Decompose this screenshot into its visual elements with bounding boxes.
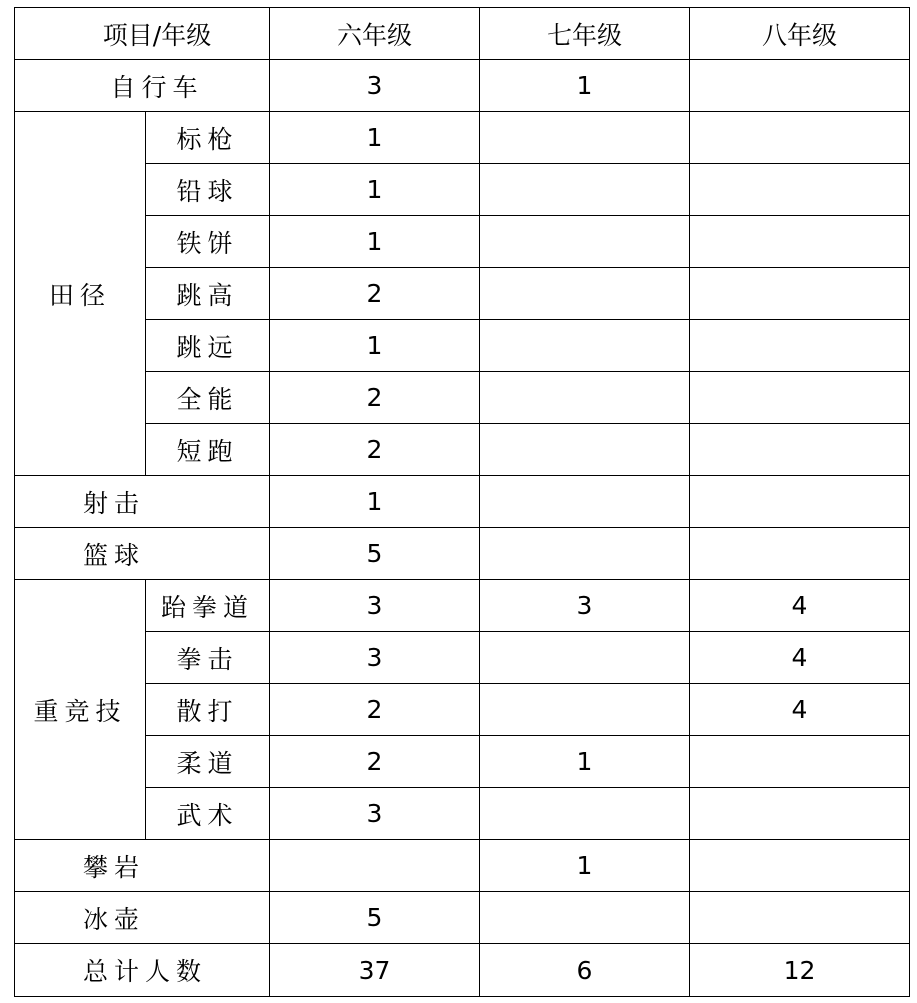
cell-grade-7 — [480, 892, 690, 944]
cell-grade-7 — [480, 528, 690, 580]
row-label: 铁饼 — [146, 216, 270, 268]
cell-grade-8: 4 — [690, 632, 910, 684]
row-label: 跳高 — [146, 268, 270, 320]
cell-grade-6: 1 — [270, 320, 480, 372]
table-row — [15, 112, 910, 164]
cell-grade-8 — [690, 112, 910, 164]
cell-grade-6: 1 — [270, 112, 480, 164]
header-row — [15, 8, 910, 60]
cell-grade-6: 2 — [270, 268, 480, 320]
row-label: 攀岩 — [15, 840, 270, 892]
cell-grade-8 — [690, 892, 910, 944]
cell-grade-8 — [690, 424, 910, 476]
table-row — [15, 892, 910, 944]
cell-grade-7: 1 — [480, 840, 690, 892]
row-label: 拳击 — [146, 632, 270, 684]
cell-grade-7 — [480, 372, 690, 424]
total-row — [15, 944, 910, 997]
cell-grade-6 — [270, 840, 480, 892]
cell-grade-6: 2 — [270, 424, 480, 476]
row-label: 武术 — [146, 788, 270, 840]
cell-grade-7: 1 — [480, 60, 690, 112]
table-row — [15, 580, 910, 632]
cell-grade-7 — [480, 424, 690, 476]
cell-grade-6: 2 — [270, 372, 480, 424]
table-row — [15, 372, 910, 424]
table-row — [15, 424, 910, 476]
row-label: 跳远 — [146, 320, 270, 372]
table-row — [15, 476, 910, 528]
cell-grade-7: 1 — [480, 736, 690, 788]
row-label: 冰壶 — [15, 892, 270, 944]
row-label: 射击 — [15, 476, 270, 528]
cell-grade-8 — [690, 528, 910, 580]
cell-grade-8 — [690, 476, 910, 528]
athlete-count-table — [14, 7, 910, 997]
cell-grade-6: 1 — [270, 164, 480, 216]
table-row — [15, 840, 910, 892]
cell-grade-8 — [690, 216, 910, 268]
header-grade-6: 六年级 — [270, 8, 480, 60]
cell-grade-8 — [690, 736, 910, 788]
cell-grade-6: 2 — [270, 736, 480, 788]
cell-grade-8 — [690, 840, 910, 892]
cell-grade-6: 3 — [270, 788, 480, 840]
cell-grade-7 — [480, 164, 690, 216]
cell-grade-6: 2 — [270, 684, 480, 736]
row-label: 散打 — [146, 684, 270, 736]
total-grade-7: 6 — [480, 944, 690, 997]
cell-grade-6: 3 — [270, 580, 480, 632]
cell-grade-7 — [480, 684, 690, 736]
cell-grade-7 — [480, 112, 690, 164]
table-row — [15, 320, 910, 372]
cell-grade-8 — [690, 788, 910, 840]
cell-grade-7 — [480, 632, 690, 684]
cell-grade-8 — [690, 164, 910, 216]
table-row — [15, 216, 910, 268]
header-grade-8: 八年级 — [690, 8, 910, 60]
cell-grade-7 — [480, 268, 690, 320]
row-label: 篮球 — [15, 528, 270, 580]
total-label: 总计人数 — [15, 944, 270, 997]
table-row — [15, 788, 910, 840]
cell-grade-8 — [690, 268, 910, 320]
total-grade-8: 12 — [690, 944, 910, 997]
group-label-track-field: 田径 — [15, 112, 146, 476]
table-row — [15, 632, 910, 684]
cell-grade-6: 5 — [270, 528, 480, 580]
cell-grade-6: 3 — [270, 60, 480, 112]
cell-grade-8: 4 — [690, 684, 910, 736]
total-grade-6: 37 — [270, 944, 480, 997]
table-row — [15, 684, 910, 736]
cell-grade-7 — [480, 476, 690, 528]
table-row — [15, 736, 910, 788]
cell-grade-7 — [480, 216, 690, 268]
table-row — [15, 528, 910, 580]
cell-grade-7: 3 — [480, 580, 690, 632]
cell-grade-7 — [480, 788, 690, 840]
cell-grade-7 — [480, 320, 690, 372]
cell-grade-6: 1 — [270, 476, 480, 528]
header-grade-7: 七年级 — [480, 8, 690, 60]
header-project: 项目/年级 — [15, 8, 270, 60]
table-row — [15, 164, 910, 216]
row-label: 短跑 — [146, 424, 270, 476]
row-label: 标枪 — [146, 112, 270, 164]
row-label: 全能 — [146, 372, 270, 424]
table-row — [15, 60, 910, 112]
cell-grade-8 — [690, 60, 910, 112]
cell-grade-6: 5 — [270, 892, 480, 944]
row-label: 自行车 — [15, 60, 270, 112]
group-label-heavy-combat: 重竞技 — [15, 580, 146, 840]
cell-grade-8 — [690, 320, 910, 372]
cell-grade-6: 1 — [270, 216, 480, 268]
row-label: 跆拳道 — [146, 580, 270, 632]
row-label: 柔道 — [146, 736, 270, 788]
cell-grade-8: 4 — [690, 580, 910, 632]
table-row — [15, 268, 910, 320]
cell-grade-8 — [690, 372, 910, 424]
cell-grade-6: 3 — [270, 632, 480, 684]
row-label: 铅球 — [146, 164, 270, 216]
